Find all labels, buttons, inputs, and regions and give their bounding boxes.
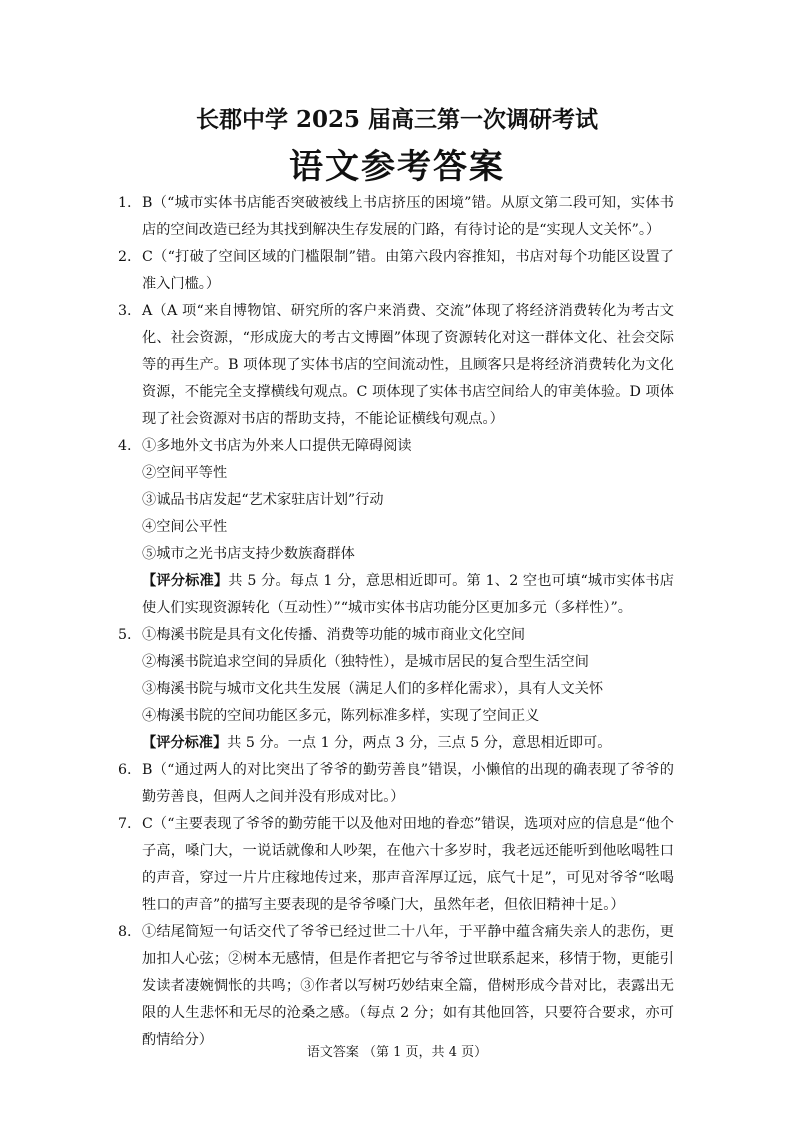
scoring-standard-label: 【评分标准】 <box>142 735 228 751</box>
scoring-standard <box>142 568 674 622</box>
answer-point: ①多地外文书店为外来人口提供无障碍阅读 <box>142 438 412 454</box>
answer-text: B（“城市实体书店能否突破被线上书店挤压的困境”错。从原文第二段可知，实体书店的空间改造已经为其找到解决生存发展的门路，有待讨论的是“实现人文关怀”。） <box>142 195 674 238</box>
answer-point: ③梅溪书院与城市文化共生发展（满足人们的多样化需求），具有人文关怀 <box>142 681 604 697</box>
answer-item-7 <box>118 811 674 919</box>
answer-item-1 <box>118 190 674 244</box>
answer-item-8 <box>118 919 674 1054</box>
question-number: 6. <box>118 762 132 778</box>
answer-text: ①结尾简短一句话交代了爷爷已经过世二十八年，于平静中蕴含痛失亲人的悲伤，更加扣人心弦；②树本无感情，但是作者把它与爷爷过世联系起来，移情于物，更能引发读者凄婉惆怅的共鸣；③作者以写树巧妙结束全篇，借树形成今昔对比，表露出无限的人生悲怀和无尽的沧桑之感。（每点 2 分；如有其他回答，只要符合要求，亦可酌情给分） <box>142 924 674 1048</box>
answer-point: ⑤城市之光书店支持少数族裔群体 <box>142 546 355 562</box>
answer-item-5 <box>118 622 674 757</box>
exam-title: 长郡中学 2025 届高三第一次调研考试 <box>195 106 599 133</box>
answer-text: C（“打破了空间区域的门槛限制”错。由第六段内容推知，书店对每个功能区设置了准入门槛。） <box>142 249 674 292</box>
scoring-standard <box>142 730 674 757</box>
answer-point: ②空间平等性 <box>142 465 228 481</box>
question-number: 4. <box>118 438 132 454</box>
answer-point: ③诚品书店发起“艺术家驻店计划”行动 <box>142 492 384 508</box>
answer-text: B（“通过两人的对比突出了爷爷的勤劳善良”错误，小懒倌的出现的确表现了爷爷的勤劳善良，但两人之间并没有形成对比。） <box>142 762 674 805</box>
answer-point: ④空间公平性 <box>142 519 228 535</box>
answer-list <box>118 190 674 1054</box>
question-number: 2. <box>118 249 132 265</box>
answer-text: A（A 项“来自博物馆、研究所的客户来消费、交流”体现了将经济消费转化为考古文化、社会资源，“形成庞大的考古文博圈”体现了资源转化对这一群体文化、社会交际等的再生产。B 项体现了实体书店的空间流动性，且顾客只是将经济消费转化为文化资源，不能完全支撑横线句观点。C 项体现了实体书店空间给人的审美体验。D 项体现了社会资源对书店的帮助支持，不能论证横线句观点。） <box>142 303 674 427</box>
answer-item-3 <box>118 298 674 433</box>
page-footer: 语文答案 （第 1 页，共 4 页） <box>306 1045 488 1060</box>
answer-point: ④梅溪书院的空间功能区多元，陈列标准多样，实现了空间正义 <box>142 708 540 724</box>
question-number: 8. <box>118 924 132 940</box>
answer-item-4 <box>118 433 674 622</box>
page-title: 语文参考答案 <box>289 147 505 187</box>
answer-point: ①梅溪书院是具有文化传播、消费等功能的城市商业文化空间 <box>142 627 526 643</box>
answer-item-2 <box>118 244 674 298</box>
scoring-standard-text: 共 5 分。每点 1 分，意思相近即可。第 1、2 空也可填“城市实体书店使人们实现资源转化（互动性）”“城市实体书店功能分区更加多元（多样性）”。 <box>142 573 674 616</box>
answer-item-6 <box>118 757 674 811</box>
scoring-standard-label: 【评分标准】 <box>142 573 229 589</box>
answer-text: C（“主要表现了爷爷的勤劳能干以及他对田地的眷恋”错误，选项对应的信息是“他个子高，嗓门大，一说话就像和人吵架，在他六十多岁时，我老远还能听到他吆喝牲口的声音，穿过一片片庄稼地传过来，那声音浑厚辽远，底气十足”，可见对爷爷“吆喝牲口的声音”的描写主要表现的是爷爷嗓门大，虽然年老，但依旧精神十足。） <box>142 816 674 913</box>
question-number: 5. <box>118 627 132 643</box>
question-number: 1. <box>118 195 132 211</box>
question-number: 7. <box>118 816 132 832</box>
scoring-standard-text: 共 5 分。一点 1 分，两点 3 分，三点 5 分，意思相近即可。 <box>227 735 612 751</box>
question-number: 3. <box>118 303 132 319</box>
answer-point: ②梅溪书院追求空间的异质化（独特性），是城市居民的复合型生活空间 <box>142 654 589 670</box>
